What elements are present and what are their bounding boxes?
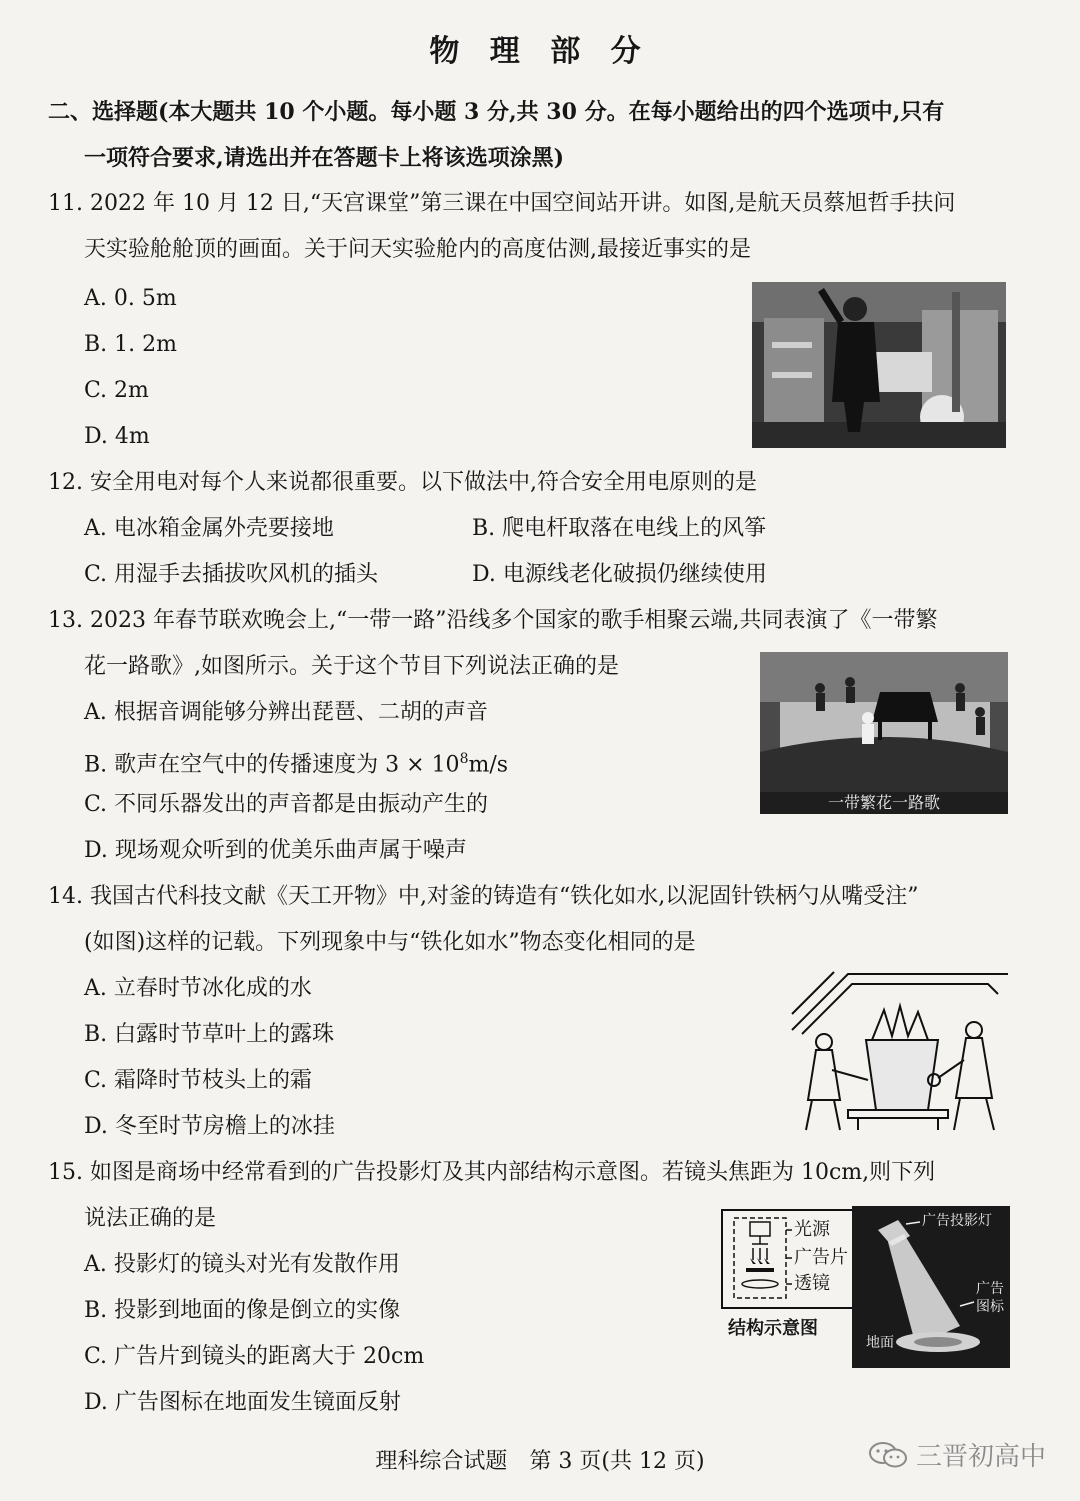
q14-stem-line1: 14. 我国古代科技文献《天工开物》中,对釜的铸造有“铁化如水,以泥固针铁柄勺从嘴受注” [48,884,919,909]
q14-option-a: A. 立春时节冰化成的水 [84,976,312,1001]
q12-stem: 12. 安全用电对每个人来说都很重要。以下做法中,符合安全用电原则的是 [48,470,757,495]
q13-stem-line1: 13. 2023 年春节联欢晚会上,“一带一路”沿线多个国家的歌手相聚云端,共同表演了《一带繁 [48,608,938,633]
q13-option-b-unit: m/s [468,752,509,778]
q15-option-b: B. 投影到地面的像是倒立的实像 [84,1298,401,1323]
q15-label-film: 广告片 [794,1247,848,1268]
q11-astronaut-photo [752,282,1006,448]
q13-option-d: D. 现场观众听到的优美乐曲声属于噪声 [84,838,467,863]
section-heading-line1: 二、选择题(本大题共 10 个小题。每小题 3 分,共 30 分。在每小题给出的四个选项中,只有 [48,99,945,125]
q13-option-c: C. 不同乐器发出的声音都是由振动产生的 [84,792,489,817]
q11-stem-line1: 11. 2022 年 10 月 12 日,“天宫课堂”第三课在中国空间站开讲。如图,是航天员蔡旭哲手扶问 [48,191,956,216]
q15-stem-line1: 15. 如图是商场中经常看到的广告投影灯及其内部结构示意图。若镜头焦距为 10cm,则下列 [48,1160,936,1185]
q15-label-icon: 广告图标 [976,1281,1004,1315]
q15-label-projector: 广告投影灯 [922,1213,992,1229]
q15-label-light-source: 光源 [794,1219,830,1240]
q15-diagram-caption: 结构示意图 [728,1318,818,1339]
watermark [868,1436,1046,1473]
q15-option-a: A. 投影灯的镜头对光有发散作用 [84,1252,400,1277]
q11-option-b: B. 1. 2m [84,332,177,357]
q14-option-c: C. 霜降时节枝头上的霜 [84,1068,313,1093]
q11-option-d: D. 4m [84,424,150,449]
q13-option-b [84,744,508,780]
q15-option-c: C. 广告片到镜头的距离大于 20cm [84,1344,425,1369]
q13-option-b-exponent: 8 [459,751,469,767]
q14-option-d: D. 冬至时节房檐上的冰挂 [84,1114,335,1139]
q13-photo-caption: 一带繁花一路歌 [827,793,940,812]
page-footer: 理科综合试题 第 3 页(共 12 页) [375,1449,705,1474]
q15-label-lens: 透镜 [794,1273,830,1294]
q14-option-b: B. 白露时节草叶上的露珠 [84,1022,335,1047]
q14-stem-line2: (如图)这样的记载。下列现象中与“铁化如水”物态变化相同的是 [84,930,696,955]
q11-stem-line2: 天实验舱舱顶的画面。关于问天实验舱内的高度估测,最接近事实的是 [84,237,751,262]
q13-option-a: A. 根据音调能够分辨出琵琶、二胡的声音 [84,700,488,725]
q14-casting-illustration [788,970,1012,1140]
q13-option-b-text: B. 歌声在空气中的传播速度为 3 × 10 [84,752,460,778]
q11-option-c: C. 2m [84,378,149,403]
q12-option-c: C. 用湿手去插拔吹风机的插头 [84,562,379,587]
q15-label-ground: 地面 [866,1335,894,1351]
q12-option-b: B. 爬电杆取落在电线上的风筝 [472,516,767,541]
q12-option-a: A. 电冰箱金属外壳要接地 [84,516,334,541]
q11-option-a: A. 0. 5m [84,286,177,311]
wechat-icon [868,1441,908,1469]
q12-option-d: D. 电源线老化破损仍继续使用 [472,562,767,587]
watermark-text: 三晋初高中 [916,1442,1047,1472]
page-title: 物 理 部 分 [429,34,651,69]
q15-stem-line2: 说法正确的是 [84,1206,217,1231]
q13-stem-line2: 花一路歌》,如图所示。关于这个节目下列说法正确的是 [84,654,619,679]
q15-option-d: D. 广告图标在地面发生镜面反射 [84,1390,401,1415]
q13-gala-photo [760,652,1008,814]
q15-projector-figure [720,1206,1012,1370]
section-heading-line2: 一项符合要求,请选出并在答题卡上将该选项涂黑) [84,145,565,171]
